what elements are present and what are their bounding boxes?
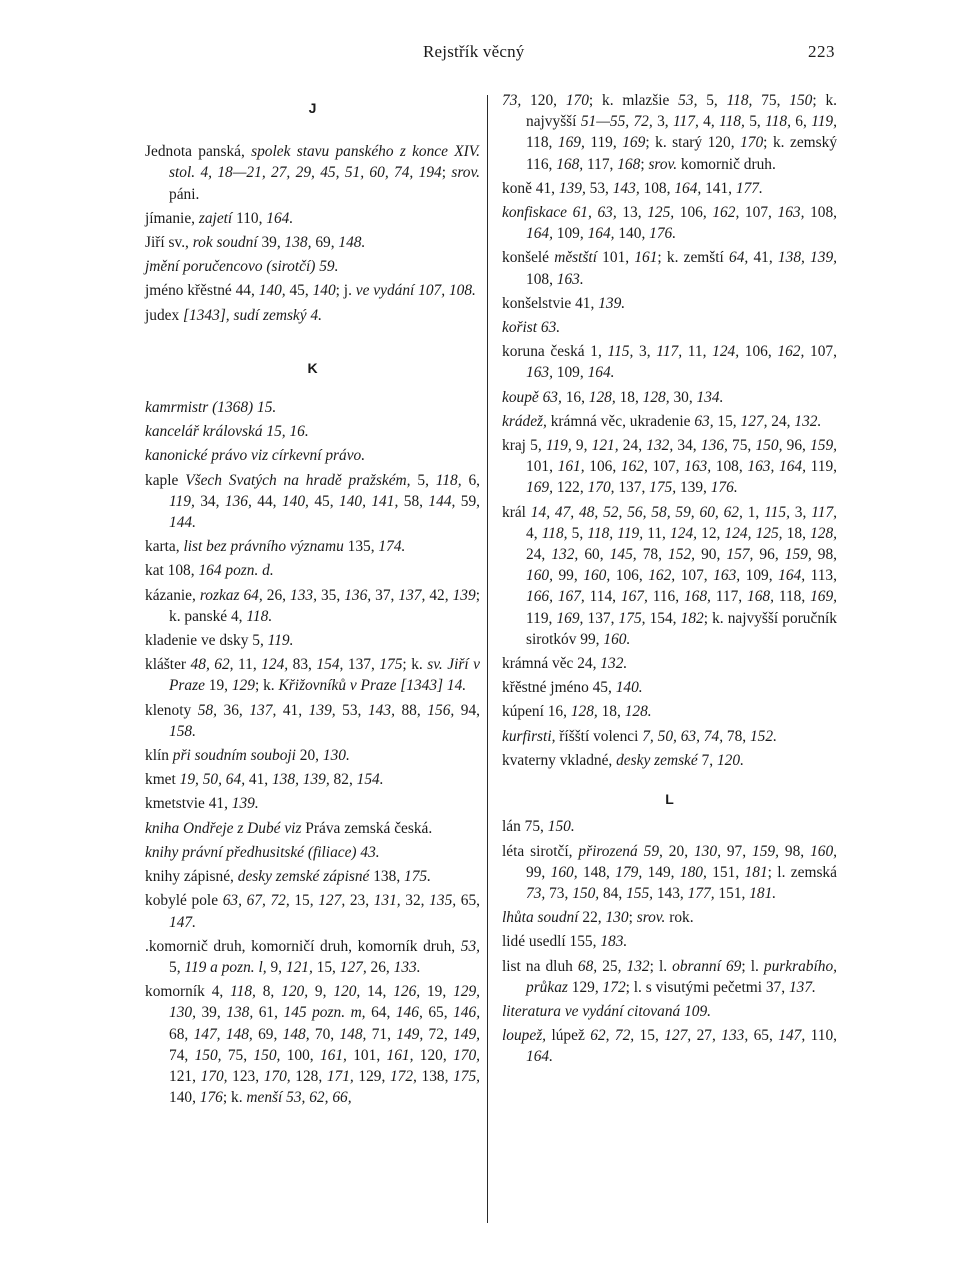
- index-entry: konfiskace 61, 63, 13, 125, 106, 162, 107, 163, 108, 164, 109, 164, 140, 176.: [502, 204, 838, 243]
- index-entry: komorník 4, 118, 8, 120, 9, 120, 14, 126, 19, 129, 130, 39, 138, 61, 145 pozn. m, 64, 146, 65, 146, 68, 147, 148, 69, 148, 70, 148, 71, 149, 72, 149, 74, 150, 75, 150, 100, 161, 101, 161, 120, 170, 121, 170, 123, 170, 128, 171, 129, 172, 138, 175, 140, 176; k. menší 53, 62, 66,: [145, 983, 481, 1107]
- index-entry: lhůta soudní 22, 130; srov. rok.: [502, 909, 694, 927]
- index-entry: léta sirotčí, přirozená 59, 20, 130, 97, 159, 98, 160, 99, 160, 148, 179, 149, 180, 151, 181; l. zemská 73, 73, 150, 84, 155, 143, 177, 151, 181.: [502, 842, 838, 902]
- index-entry: kvaterny vkladné, desky zemské 7, 120.: [502, 751, 744, 769]
- index-entry: kraj 5, 119, 9, 121, 24, 132, 34, 136, 75, 150, 96, 159, 101, 161, 106, 162, 107, 163, 108, 163, 164, 119, 169, 122, 170, 137, 175, 139, 176.: [502, 437, 838, 497]
- index-entry: karta, list bez právního významu 135, 174.: [145, 538, 406, 556]
- index-entry: kobylé pole 63, 67, 72, 15, 127, 23, 131, 32, 135, 65, 147.: [145, 892, 480, 931]
- index-entry: konšelstvie 41, 139.: [502, 294, 626, 312]
- index-entry: krámná věc 24, 132.: [502, 655, 628, 673]
- page-number: 223: [808, 42, 835, 61]
- index-entry: jímanie, zajetí 110, 164.: [145, 209, 294, 227]
- index-entry: Jednota panská, spolek stavu panského z konce XIV. stol. 4, 18—21, 27, 29, 45, 51, 60, 74, 194; srov. páni.: [145, 143, 481, 203]
- index-entry: knihy zápisné, desky zemské zápisné 138, 175.: [145, 868, 431, 886]
- index-entry: kázanie, rozkaz 64, 26, 133, 35, 136, 37, 137, 42, 139; k. panské 4, 118.: [145, 586, 480, 625]
- index-entry: knihy právní předhusitské (filiace) 43.: [145, 843, 380, 861]
- index-entry: jmění poručencovo (sirotčí) 59.: [145, 258, 339, 276]
- index-entry: kmetstvie 41, 139.: [145, 795, 259, 813]
- index-entry: kmet 19, 50, 64, 41, 138, 139, 82, 154.: [145, 771, 384, 789]
- index-entry: kúpení 16, 128, 18, 128.: [502, 703, 652, 721]
- index-entry: koruna česká 1, 115, 3, 117, 11, 124, 106, 162, 107, 163, 109, 164.: [502, 343, 837, 382]
- left-column: [145, 90, 480, 1111]
- index-entry: kaple Všech Svatých na hradě pražském, 5, 118, 6, 119, 34, 136, 44, 140, 45, 140, 141, 58, 144, 59, 144.: [145, 471, 481, 532]
- index-entry: klenoty 58, 36, 137, 41, 139, 53, 143, 88, 156, 94, 158.: [145, 701, 481, 740]
- index-entry: klášter 48, 62, 11, 124, 83, 154, 137, 175; k. sv. Jiří v Praze 19, 129; k. Křižovníků v Praze [1343] 14.: [145, 656, 480, 695]
- index-entry: křěstné jméno 45, 140.: [502, 679, 643, 697]
- index-entry: klín při soudním souboji 20, 130.: [145, 747, 350, 765]
- index-entry: .komornič druh, komorničí druh, komorník druh, 53, 5, 119 a pozn. l, 9, 121, 15, 127, 26, 133.: [145, 937, 480, 976]
- index-entry: kanonické právo viz církevní právo.: [145, 447, 366, 465]
- index-entry: konšelé městští 101, 161; k. zemští 64, 41, 138, 139, 108, 163.: [502, 249, 837, 288]
- index-entry: kancelář královská 15, 16.: [145, 423, 309, 441]
- index-entry: kurfirsti, říšští volenci 7, 50, 63, 74, 78, 152.: [502, 727, 777, 745]
- running-header: [145, 42, 835, 66]
- index-entry: kladenie ve dsky 5, 119.: [145, 632, 294, 650]
- index-entry: král 14, 47, 48, 52, 56, 58, 59, 60, 62, 1, 115, 3, 117, 4, 118, 5, 118, 119, 11, 124, 12, 124, 125, 18, 128, 24, 132, 60, 145, 78, 152, 90, 157, 96, 159, 98, 160, 99, 160, 106, 162, 107, 163, 109, 164, 113, 166, 167, 114, 167, 116, 168, 117, 168, 118, 169, 119, 169, 137, 175, 154, 182; k. najvyšší poručník sirotkóv 99, 160.: [502, 503, 838, 648]
- column-divider: [487, 95, 488, 1223]
- index-entry: kat 108, 164 pozn. d.: [145, 562, 274, 580]
- index-entry: literatura ve vydání citovaná 109.: [502, 1002, 712, 1020]
- index-entry: 73, 120, 170; k. mlazšie 53, 5, 118, 75, 150; k. najvyšší 51—55, 72, 3, 117, 4, 118, 5, 118, 6, 119, 118, 169, 119, 169; k. starý 120, 170; k. zemský 116, 168, 117, 168; srov. komornič druh.: [502, 92, 838, 173]
- index-entry: kamrmistr (1368) 15.: [145, 399, 277, 417]
- index-entry: lán 75, 150.: [502, 818, 575, 836]
- index-entry: list na dluh 68, 25, 132; l. obranní 69; l. purkrabího, průkaz 129, 172; l. s visutými pečetmi 37, 137.: [502, 957, 837, 996]
- index-entry: koně 41, 139, 53, 143, 108, 164, 141, 177.: [502, 179, 763, 197]
- right-column: [502, 90, 837, 1071]
- section-letter: L: [665, 791, 674, 808]
- index-entry: loupež, lúpež 62, 72, 15, 127, 27, 133, 65, 147, 110, 164.: [502, 1027, 838, 1066]
- section-letter: J: [308, 100, 317, 116]
- running-title: Rejstřík věcný: [423, 42, 525, 61]
- index-entry: kořist 63.: [502, 319, 561, 337]
- section-letter: K: [307, 359, 318, 376]
- index-entry: judex [1343], sudí zemský 4.: [145, 306, 322, 324]
- index-entry: krádež, krámná věc, ukradenie 63, 15, 127, 24, 132.: [502, 412, 822, 430]
- index-entry: jméno křěstné 44, 140, 45, 140; j. ve vydání 107, 108.: [145, 282, 476, 300]
- index-entry: koupě 63, 16, 128, 18, 128, 30, 134.: [502, 388, 724, 406]
- index-entry: Jiří sv., rok soudní 39, 138, 69, 148.: [145, 234, 366, 252]
- index-entry: lidé usedlí 155, 183.: [502, 933, 628, 951]
- index-entry: kniha Ondřeje z Dubé viz Práva zemská česká.: [145, 819, 433, 837]
